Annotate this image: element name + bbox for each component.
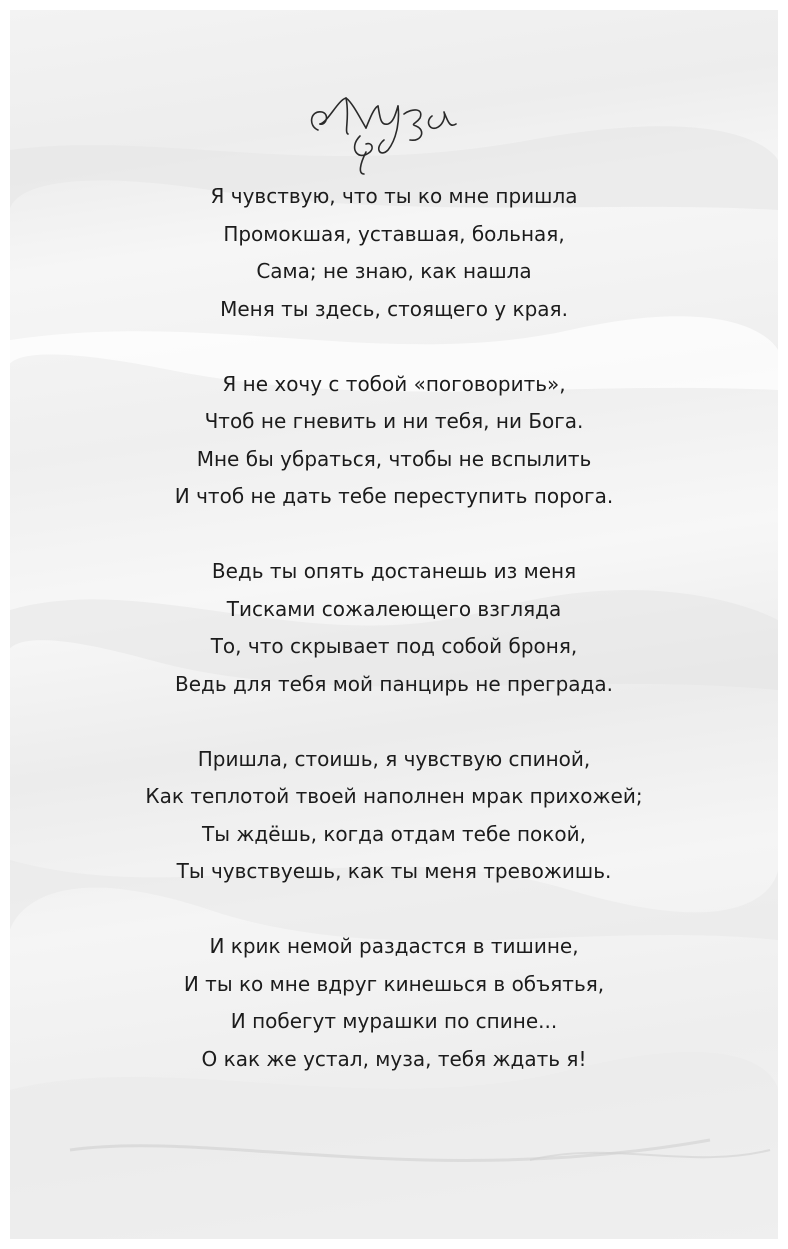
poem-line: Меня ты здесь, стоящего у края. — [220, 296, 568, 321]
poem-body — [10, 178, 778, 1116]
poem-line: Я не хочу с тобой «поговорить», — [222, 371, 566, 396]
poem-line: Промокшая, уставшая, больная, — [223, 221, 565, 246]
poem-line: Мне бы убраться, чтобы не вспылить — [196, 446, 592, 471]
poem-line: И побегут мурашки по спине... — [230, 1009, 558, 1033]
stanza — [10, 928, 778, 1078]
poem-line: Тисками сожалеющего взгляда — [226, 596, 562, 621]
poem-line: Ведь для тебя мой панцирь не преграда. — [175, 671, 613, 696]
poem-line: И крик немой раздастся в тишине, — [209, 934, 579, 958]
poem-line: Сама; не знаю, как нашла — [256, 259, 532, 283]
poem-line: Я чувствую, что ты ко мне пришла — [210, 184, 578, 208]
poem-line: Как теплотой твоей наполнен мрак прихожей; — [145, 784, 643, 808]
stanza — [10, 741, 778, 891]
stanza — [10, 366, 778, 516]
poem-line: Ведь ты опять достанешь из меня — [211, 559, 577, 583]
poem-line: О как же устал, муза, тебя ждать я! — [201, 1046, 587, 1071]
poem-line: Ты ждёшь, когда отдам тебе покой, — [202, 821, 586, 846]
poem-line: Чтоб не гневить и ни тебя, ни Бога. — [204, 409, 584, 433]
poem-page — [10, 10, 778, 1239]
poem-line: И ты ко мне вдруг кинешься в объятья, — [183, 971, 605, 996]
poem-line: То, что скрывает под собой броня, — [210, 634, 578, 658]
handwritten-title-muza — [300, 78, 490, 188]
poem-line: Ты чувствуешь, как ты меня тревожишь. — [176, 859, 612, 883]
stanza — [10, 553, 778, 703]
poem-line: И чтоб не дать тебе переступить порога. — [174, 484, 614, 508]
stanza — [10, 178, 778, 328]
poem-line: Пришла, стоишь, я чувствую спиной, — [197, 746, 591, 771]
